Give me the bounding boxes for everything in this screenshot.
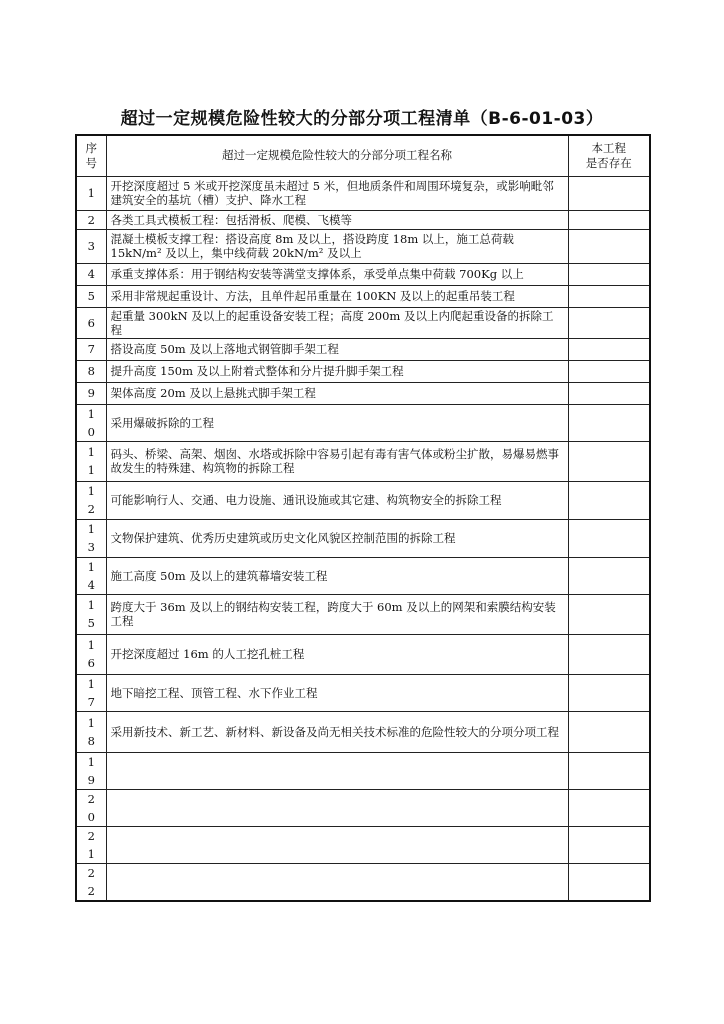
row-project-name: 采用非常规起重设计、方法，且单件起吊重量在 100KN 及以上的起重吊装工程 — [106, 285, 568, 307]
table-row — [76, 404, 650, 441]
row-exists-cell[interactable] — [568, 863, 650, 901]
table-row — [76, 338, 650, 360]
row-number-text: 18 — [87, 715, 95, 748]
row-exists-cell[interactable] — [568, 360, 650, 382]
row-number — [76, 360, 106, 382]
row-number-text: 3 — [87, 239, 95, 253]
row-number — [76, 176, 106, 210]
row-project-name: 文物保护建筑、优秀历史建筑或历史文化风貌区控制范围的拆除工程 — [106, 519, 568, 557]
row-exists-cell[interactable] — [568, 826, 650, 863]
row-number-text: 6 — [87, 315, 95, 330]
row-exists-cell[interactable] — [568, 752, 650, 789]
row-number — [76, 481, 106, 519]
header-exist-line1: 本工程 — [591, 140, 626, 155]
row-number — [76, 594, 106, 634]
row-project-name: 跨度大于 36m 及以上的钢结构安装工程，跨度大于 60m 及以上的网架和索膜结构安装工程 — [106, 594, 568, 634]
table-row — [76, 210, 650, 229]
row-exists-cell[interactable] — [568, 229, 650, 263]
row-exists-cell[interactable] — [568, 338, 650, 360]
row-number-text: 11 — [87, 445, 95, 477]
row-project-name: 施工高度 50m 及以上的建筑幕墙安装工程 — [106, 557, 568, 594]
row-number-text: 1 — [87, 186, 95, 200]
row-number — [76, 210, 106, 229]
document-title: 超过一定规模危险性较大的分部分项工程清单（B-6-01-03） — [120, 109, 604, 129]
row-project-name — [106, 826, 568, 863]
row-exists-cell[interactable] — [568, 789, 650, 826]
row-number — [76, 863, 106, 901]
row-exists-cell[interactable] — [568, 404, 650, 441]
row-project-name — [106, 863, 568, 901]
row-exists-cell[interactable] — [568, 634, 650, 674]
header-row — [76, 135, 650, 176]
table-row — [76, 674, 650, 711]
table-row — [76, 285, 650, 307]
row-number-text: 14 — [87, 559, 95, 592]
row-number-text: 9 — [87, 386, 95, 400]
row-exists-cell[interactable] — [568, 307, 650, 338]
row-project-name: 提升高度 150m 及以上附着式整体和分片提升脚手架工程 — [106, 360, 568, 382]
row-number-text: 17 — [87, 676, 95, 709]
row-number — [76, 338, 106, 360]
table-row — [76, 557, 650, 594]
row-number-text: 22 — [87, 865, 95, 898]
row-exists-cell[interactable] — [568, 481, 650, 519]
row-number-text: 2 — [87, 212, 95, 227]
row-project-name: 搭设高度 50m 及以上落地式钢管脚手架工程 — [106, 338, 568, 360]
row-number-text: 10 — [87, 406, 95, 439]
table-row — [76, 863, 650, 901]
row-project-name — [106, 752, 568, 789]
table-row — [76, 176, 650, 210]
row-number — [76, 826, 106, 863]
row-number — [76, 789, 106, 826]
row-number-text: 4 — [87, 267, 95, 281]
project-list-table — [75, 134, 651, 902]
table-row — [76, 594, 650, 634]
row-number — [76, 441, 106, 481]
row-project-name: 起重量 300kN 及以上的起重设备安装工程；高度 200m 及以上内爬起重设备的拆除工程 — [106, 307, 568, 338]
row-number-text: 19 — [87, 754, 95, 787]
row-project-name: 混凝土模板支撑工程：搭设高度 8m 及以上，搭设跨度 18m 以上，施工总荷载 15kN/m² 及以上，集中线荷载 20kN/m² 及以上 — [106, 229, 568, 263]
row-number — [76, 634, 106, 674]
row-number-text: 15 — [87, 598, 95, 630]
row-project-name: 地下暗挖工程、顶管工程、水下作业工程 — [106, 674, 568, 711]
table-row — [76, 519, 650, 557]
table-row — [76, 826, 650, 863]
table-row — [76, 711, 650, 752]
row-exists-cell[interactable] — [568, 594, 650, 634]
row-number — [76, 519, 106, 557]
table-row — [76, 752, 650, 789]
row-number-text: 7 — [87, 342, 95, 356]
row-number — [76, 752, 106, 789]
row-number-text: 20 — [87, 791, 95, 824]
row-project-name — [106, 789, 568, 826]
row-number-text: 13 — [87, 522, 95, 554]
row-number — [76, 711, 106, 752]
row-project-name: 承重支撑体系：用于钢结构安装等满堂支撑体系，承受单点集中荷载 700Kg 以上 — [106, 263, 568, 285]
header-exist — [568, 135, 650, 176]
row-exists-cell[interactable] — [568, 674, 650, 711]
row-number — [76, 382, 106, 404]
row-exists-cell[interactable] — [568, 711, 650, 752]
row-exists-cell[interactable] — [568, 210, 650, 229]
table-row — [76, 789, 650, 826]
row-number-text: 12 — [87, 484, 95, 516]
row-project-name: 各类工具式模板工程：包括滑板、爬模、飞模等 — [106, 210, 568, 229]
row-project-name: 开挖深度超过 5 米或开挖深度虽未超过 5 米，但地质条件和周围环境复杂，或影响毗邻建筑安全的基坑（槽）支护、降水工程 — [106, 176, 568, 210]
row-number — [76, 674, 106, 711]
header-seq — [76, 135, 106, 176]
row-number — [76, 404, 106, 441]
row-exists-cell[interactable] — [568, 263, 650, 285]
table-row — [76, 360, 650, 382]
table-row — [76, 481, 650, 519]
row-project-name: 架体高度 20m 及以上悬挑式脚手架工程 — [106, 382, 568, 404]
row-number — [76, 229, 106, 263]
row-project-name: 码头、桥梁、高架、烟囱、水塔或拆除中容易引起有毒有害气体或粉尘扩散，易爆易燃事故发生的特殊建、构筑物的拆除工程 — [106, 441, 568, 481]
table-row — [76, 441, 650, 481]
row-exists-cell[interactable] — [568, 382, 650, 404]
table-row — [76, 229, 650, 263]
row-exists-cell[interactable] — [568, 285, 650, 307]
header-name: 超过一定规模危险性较大的分部分项工程名称 — [106, 135, 568, 176]
table-row — [76, 263, 650, 285]
row-number-text: 5 — [87, 289, 95, 303]
row-number — [76, 285, 106, 307]
table-row — [76, 307, 650, 338]
row-number-text: 21 — [87, 828, 95, 861]
row-number — [76, 557, 106, 594]
table-row — [76, 634, 650, 674]
row-project-name: 可能影响行人、交通、电力设施、通讯设施或其它建、构筑物安全的拆除工程 — [106, 481, 568, 519]
header-exist-line2: 是否存在 — [585, 155, 632, 170]
row-project-name: 采用爆破拆除的工程 — [106, 404, 568, 441]
row-number-text: 16 — [87, 638, 95, 670]
header-seq-text: 序 号 — [85, 140, 97, 170]
row-exists-cell[interactable] — [568, 557, 650, 594]
row-number — [76, 307, 106, 338]
row-project-name: 开挖深度超过 16m 的人工挖孔桩工程 — [106, 634, 568, 674]
row-project-name: 采用新技术、新工艺、新材料、新设备及尚无相关技术标准的危险性较大的分项分项工程 — [106, 711, 568, 752]
row-exists-cell[interactable] — [568, 441, 650, 481]
table-row — [76, 382, 650, 404]
row-number-text: 8 — [87, 364, 95, 378]
row-exists-cell[interactable] — [568, 176, 650, 210]
row-exists-cell[interactable] — [568, 519, 650, 557]
row-number — [76, 263, 106, 285]
